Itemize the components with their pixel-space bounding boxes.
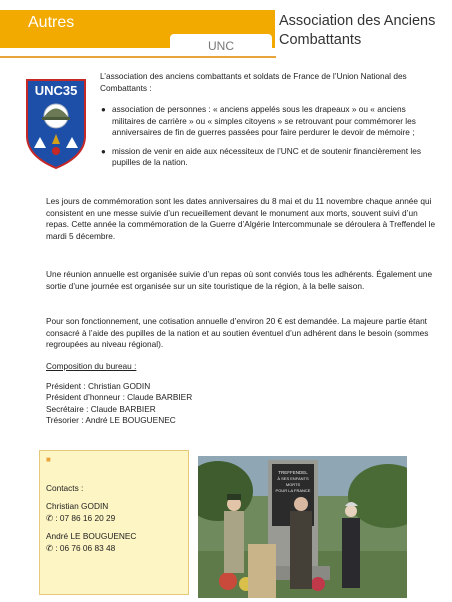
bullet-text: mission de venir en aide aux nécessiteux de l’UNC et de soutenir financièrement les pupilles de la nation. <box>112 145 421 167</box>
monument-text: TREFFENDEL <box>278 470 308 475</box>
paragraph-reunion: Une réunion annuelle est organisée suivie d’un repas où sont conviés tous les adhérents. Également une sortie d’une journée est organisée sur un site touristique de la région, à la belle saison. <box>46 269 433 291</box>
member-line: Trésorier : André LE BOUGUENEC <box>46 415 176 425</box>
monument-text: À SES ENFANTS <box>277 476 309 481</box>
contacts-list <box>46 482 186 554</box>
bullet-icon: ● <box>101 146 106 156</box>
square-bullet-icon: ■ <box>46 455 51 464</box>
tab-unc: UNC <box>170 34 272 56</box>
monument-text: POUR LA FRANCE <box>275 488 311 493</box>
logo-text: UNC35 <box>34 83 78 98</box>
contact-phone: ✆ : 06 76 06 83 48 <box>46 543 116 553</box>
composition-title: Composition du bureau : <box>46 361 137 371</box>
unc-logo <box>25 78 87 170</box>
paragraph-cotisation: Pour son fonctionnement, une cotisation annuelle d’environ 20 € est demandée. La majeure partie étant consacré à l’aide des pupilles de la nation et au soutien éventuel d’un adhérent dans le besoin (sommes regroupées au niveau régional). <box>46 316 429 349</box>
member-line: Président d’honneur : Claude BARBIER <box>46 392 193 402</box>
bullet-list <box>100 104 435 176</box>
bullet-text: association de personnes : « anciens appelés sous les drapeaux » ou « anciens militaires de carrière » ou « simples citoyens » se retrouvant pour commémorer les anniversaires de fin de guerres passées pour faire perdurer le devoir de mémoire ; <box>112 104 416 137</box>
header-rule <box>0 56 276 58</box>
intro-text: L’association des anciens combattants et soldats de France de l’Union National des Combattants : <box>100 71 407 93</box>
contact-phone: ✆ : 07 86 16 20 29 <box>46 513 116 523</box>
monument-text: MORTS <box>285 482 301 487</box>
bullet-item <box>100 104 435 139</box>
contact-box <box>39 450 189 595</box>
member-line: Secrétaire : Claude BARBIER <box>46 403 156 414</box>
paragraph-commemoration: Les jours de commémoration sont les dates anniversaires du 8 mai et du 11 novembre chaque année qui consistent en une messe suivie d’un recueillement devant le monument aux morts, souvent suivi d’un repas. Cette année la commémoration de la Guerre d’Algérie Intercommunale se déroulera à Treffendel le mardi 5 décembre. <box>46 196 436 241</box>
section-title: Autres <box>28 14 75 31</box>
bullet-item <box>100 146 435 169</box>
contacts-title: Contacts : <box>46 483 84 493</box>
association-title: Association des Anciens Combattants <box>279 13 436 48</box>
commemoration-photo <box>198 456 407 598</box>
bullet-icon: ● <box>101 105 106 114</box>
member-line: Président : Christian GODIN <box>46 380 151 391</box>
composition-section <box>46 361 442 427</box>
contact-name: André LE BOUGUENEC <box>46 531 137 541</box>
contact-name: Christian GODIN <box>46 501 109 511</box>
